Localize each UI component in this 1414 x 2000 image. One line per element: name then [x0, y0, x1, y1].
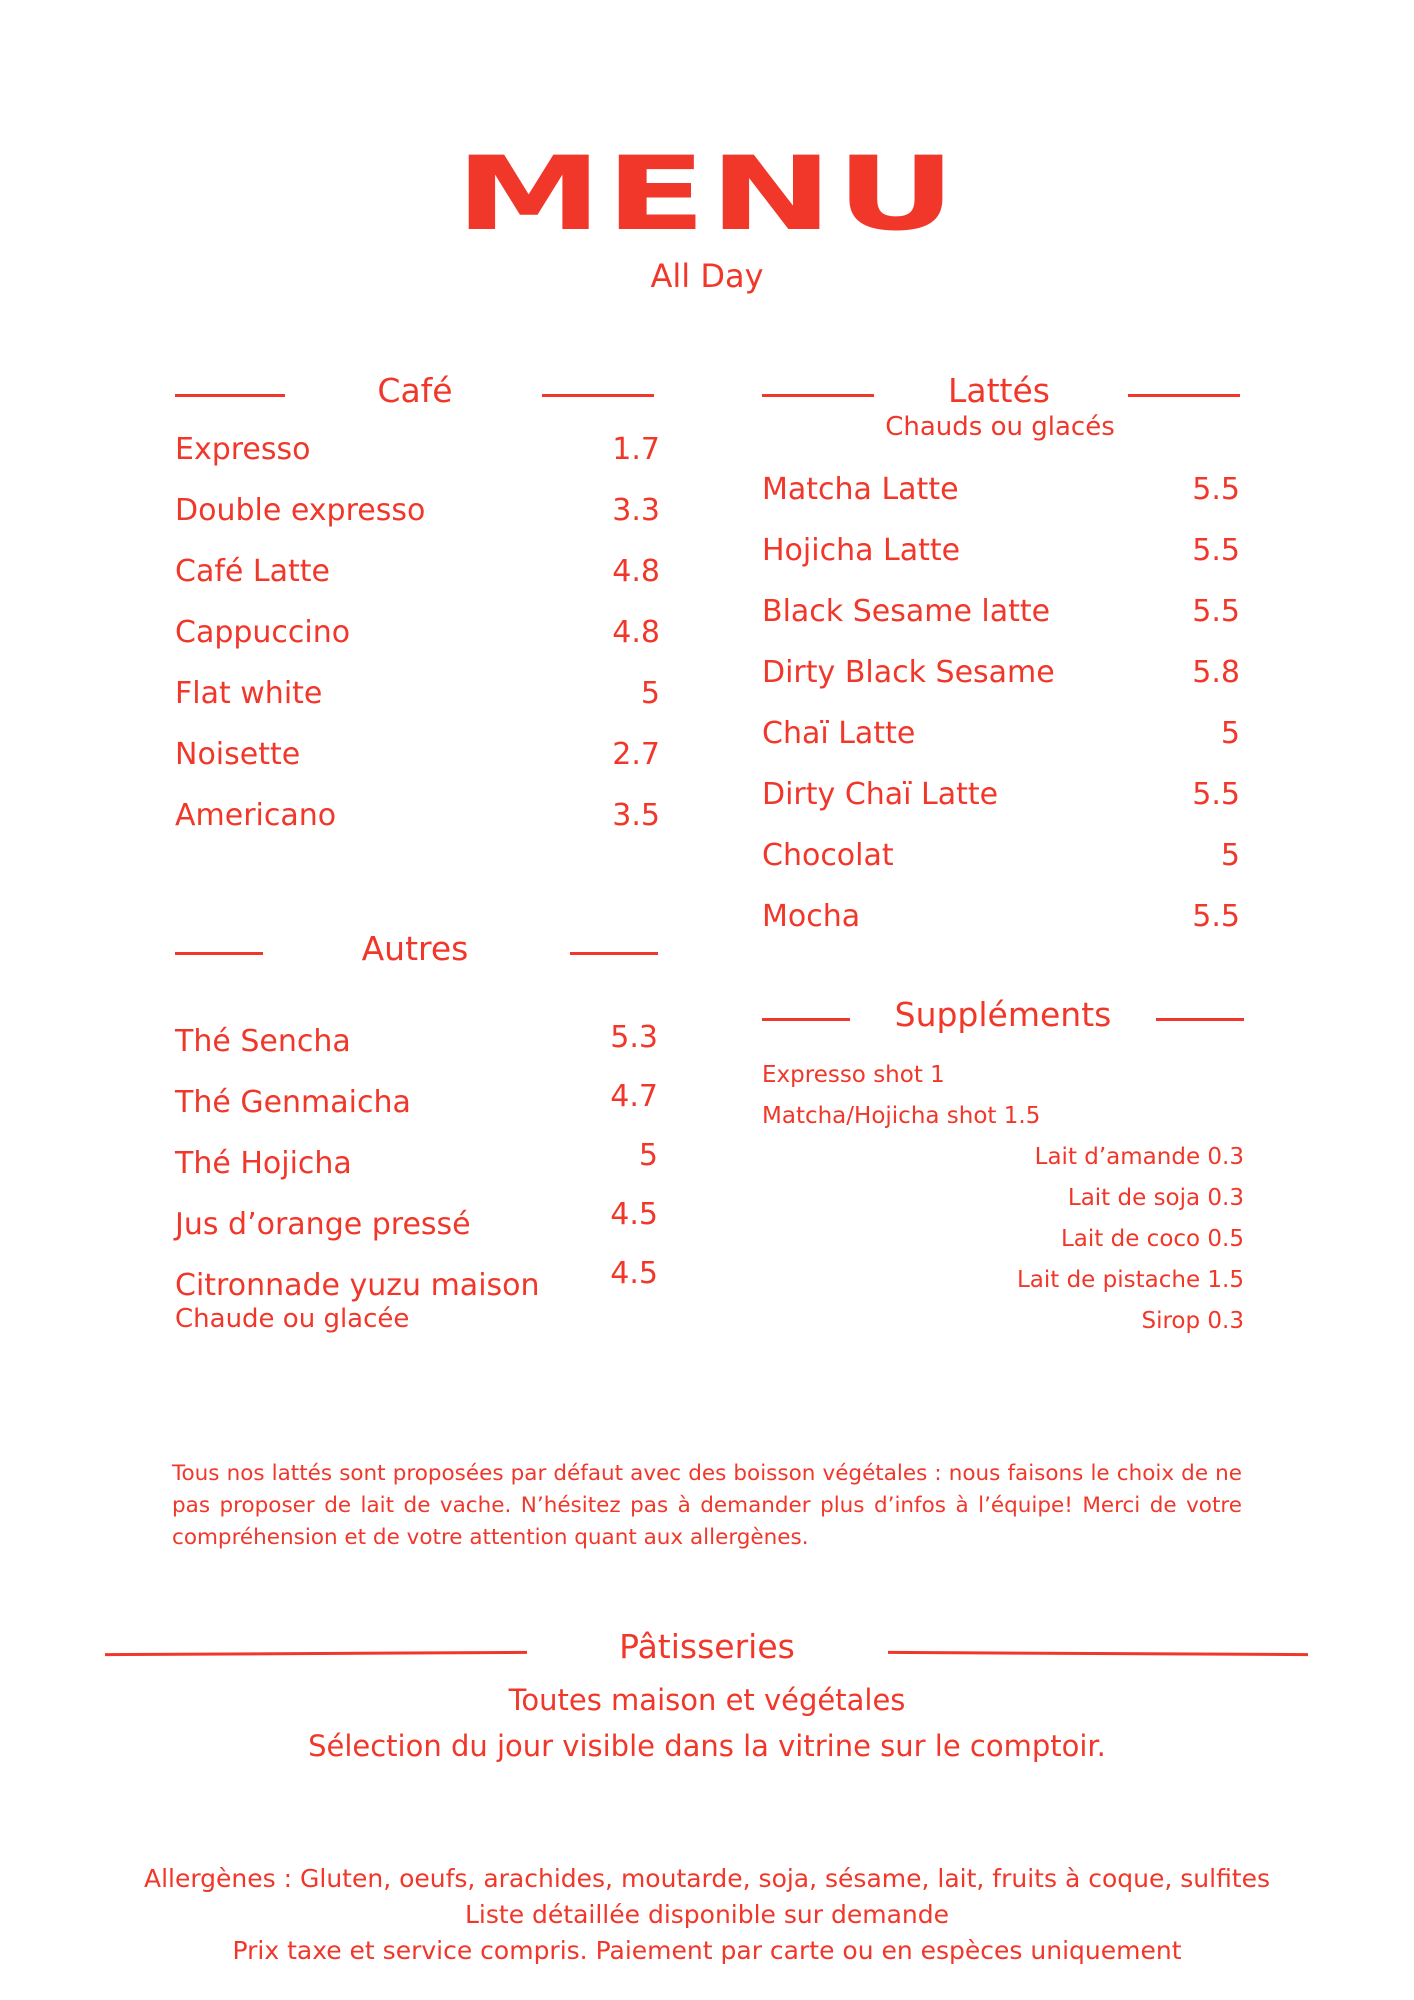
- menu-title: MENU: [455, 135, 959, 254]
- lattes-rule-left: [762, 394, 874, 397]
- lattes-item-name: Mocha: [762, 899, 861, 934]
- autres-item-price: 4.5: [610, 1197, 658, 1232]
- lattes-item-price: 5.5: [1192, 533, 1240, 568]
- lattes-item-price: 5: [1220, 716, 1240, 751]
- autres-item-price: 4.7: [610, 1079, 658, 1114]
- cafe-item-name: Cappuccino: [175, 615, 351, 650]
- vegetal-milk-notice: Tous nos lattés sont proposées par défaut avec des boisson végétales : nous faisons le choix de ne pas proposer de lait de vache. N’hésitez pas à demander plus d’infos à l’équipe! Merci de votre compréhension et de votre attention quant aux allergènes.: [172, 1461, 1242, 1550]
- patisseries-rule-left: [105, 1651, 527, 1656]
- patisseries-section-title: Pâtisseries: [619, 1627, 795, 1666]
- supplements-rule-left: [762, 1018, 850, 1021]
- lattes-item-price: 5.5: [1192, 899, 1240, 934]
- cafe-rule-right: [542, 394, 654, 397]
- patisseries-rule-right: [888, 1651, 1308, 1656]
- cafe-rule-left: [175, 394, 285, 397]
- menu-subtitle: All Day: [650, 257, 764, 295]
- lattes-item-name: Dirty Black Sesame: [762, 655, 1055, 690]
- lattes-rule-right: [1128, 394, 1240, 397]
- lattes-section-title: Lattés: [948, 371, 1050, 410]
- autres-section-title: Autres: [361, 929, 469, 968]
- supplement-item: Matcha/Hojicha shot 1.5: [762, 1103, 1041, 1129]
- supplements-rule-right: [1156, 1018, 1244, 1021]
- autres-item-price: 4.5: [610, 1256, 658, 1291]
- cafe-item-name: Flat white: [175, 676, 323, 711]
- autres-rule-right: [570, 952, 658, 955]
- autres-item-note: Chaude ou glacée: [175, 1304, 410, 1334]
- autres-item-name: Citronnade yuzu maison: [175, 1268, 540, 1303]
- autres-item-name: Thé Hojicha: [175, 1146, 352, 1181]
- supplement-item: Lait d’amande 0.3: [1034, 1144, 1244, 1170]
- autres-item-name: Jus d’orange pressé: [175, 1207, 471, 1242]
- payment-line: Prix taxe et service compris. Paiement par carte ou en espèces uniquement: [232, 1936, 1182, 1965]
- lattes-item-name: Dirty Chaï Latte: [762, 777, 999, 812]
- supplement-item: Lait de pistache 1.5: [1016, 1267, 1244, 1293]
- cafe-item-price: 3.5: [612, 798, 660, 833]
- autres-rule-left: [175, 952, 263, 955]
- cafe-item-name: Americano: [175, 798, 337, 833]
- cafe-item-price: 5: [640, 676, 660, 711]
- cafe-item-name: Expresso: [175, 432, 311, 467]
- lattes-item-price: 5.5: [1192, 594, 1240, 629]
- supplements-section-title: Suppléments: [894, 995, 1112, 1034]
- lattes-item-price: 5.5: [1192, 472, 1240, 507]
- lattes-item-price: 5: [1220, 838, 1240, 873]
- supplement-item: Expresso shot 1: [762, 1062, 945, 1088]
- details-line: Liste détaillée disponible sur demande: [465, 1900, 949, 1929]
- cafe-item-name: Noisette: [175, 737, 301, 772]
- lattes-item-name: Chaï Latte: [762, 716, 916, 751]
- lattes-item-price: 5.8: [1192, 655, 1240, 690]
- lattes-subtitle: Chauds ou glacés: [885, 412, 1115, 442]
- autres-item-price: 5.3: [610, 1020, 658, 1055]
- lattes-item-price: 5.5: [1192, 777, 1240, 812]
- patisseries-line-2: Sélection du jour visible dans la vitrine sur le comptoir.: [308, 1729, 1106, 1763]
- lattes-item-name: Chocolat: [762, 838, 894, 873]
- autres-item-name: Thé Genmaicha: [175, 1085, 411, 1120]
- supplement-item: Sirop 0.3: [1141, 1308, 1244, 1334]
- allergens-line: Allergènes : Gluten, oeufs, arachides, moutarde, soja, sésame, lait, fruits à coque, sulfites: [143, 1864, 1271, 1893]
- cafe-item-price: 4.8: [612, 615, 660, 650]
- autres-item-price: 5: [638, 1138, 658, 1173]
- cafe-item-price: 2.7: [612, 737, 660, 772]
- cafe-item-price: 1.7: [612, 432, 660, 467]
- autres-item-name: Thé Sencha: [175, 1024, 351, 1059]
- cafe-item-price: 3.3: [612, 493, 660, 528]
- lattes-item-name: Black Sesame latte: [762, 594, 1051, 629]
- lattes-item-name: Hojicha Latte: [762, 533, 961, 568]
- cafe-section-title: Café: [377, 371, 453, 410]
- cafe-item-name: Café Latte: [175, 554, 330, 589]
- supplement-item: Lait de soja 0.3: [1067, 1185, 1244, 1211]
- supplement-item: Lait de coco 0.5: [1060, 1226, 1244, 1252]
- patisseries-line-1: Toutes maison et végétales: [508, 1683, 906, 1717]
- cafe-item-price: 4.8: [612, 554, 660, 589]
- cafe-item-name: Double expresso: [175, 493, 426, 528]
- lattes-item-name: Matcha Latte: [762, 472, 959, 507]
